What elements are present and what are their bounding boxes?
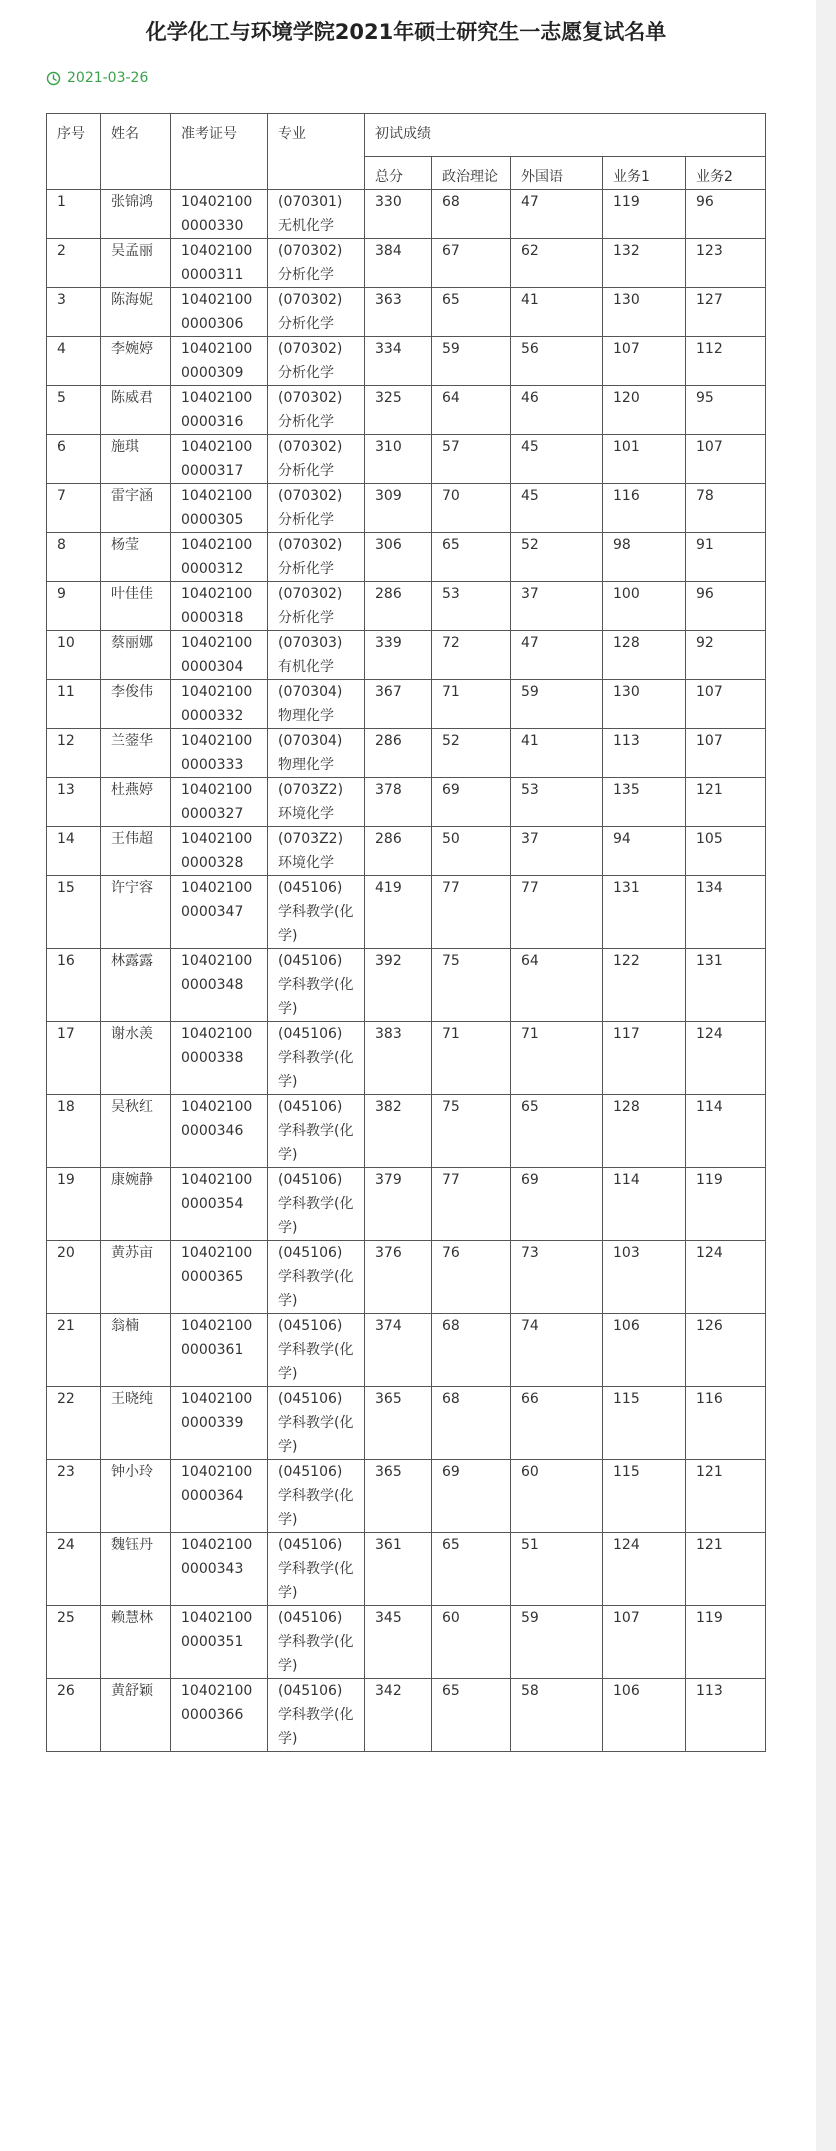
cell-subject2: 107 — [686, 729, 766, 778]
cell-subject2: 121 — [686, 778, 766, 827]
cell-politics: 70 — [432, 484, 511, 533]
cell-politics: 75 — [432, 1095, 511, 1168]
cell-total: 378 — [365, 778, 432, 827]
cell-major: (045106)学科教学(化学) — [268, 1460, 365, 1533]
cell-major: (070304)物理化学 — [268, 680, 365, 729]
cell-name: 杜燕婷 — [101, 778, 171, 827]
cell-foreign: 59 — [511, 680, 603, 729]
cell-exam-id: 104021000000327 — [171, 778, 268, 827]
table-row — [47, 1241, 766, 1314]
cell-exam-id: 104021000000354 — [171, 1168, 268, 1241]
cell-index: 19 — [47, 1168, 101, 1241]
cell-name: 王晓纯 — [101, 1387, 171, 1460]
cell-major: (070302)分析化学 — [268, 484, 365, 533]
cell-exam-id: 104021000000365 — [171, 1241, 268, 1314]
cell-foreign: 64 — [511, 949, 603, 1022]
cell-major: (0703Z2)环境化学 — [268, 827, 365, 876]
cell-exam-id: 104021000000351 — [171, 1606, 268, 1679]
cell-name: 陈海妮 — [101, 288, 171, 337]
cell-index: 7 — [47, 484, 101, 533]
cell-major: (070302)分析化学 — [268, 239, 365, 288]
cell-major: (045106)学科教学(化学) — [268, 1095, 365, 1168]
cell-index: 24 — [47, 1533, 101, 1606]
cell-name: 李俊伟 — [101, 680, 171, 729]
cell-subject1: 107 — [603, 337, 686, 386]
cell-major: (070302)分析化学 — [268, 288, 365, 337]
cell-politics: 65 — [432, 288, 511, 337]
cell-exam-id: 104021000000318 — [171, 582, 268, 631]
cell-major: (070302)分析化学 — [268, 386, 365, 435]
cell-index: 23 — [47, 1460, 101, 1533]
cell-major: (045106)学科教学(化学) — [268, 1533, 365, 1606]
cell-index: 26 — [47, 1679, 101, 1752]
cell-exam-id: 104021000000328 — [171, 827, 268, 876]
cell-subject1: 107 — [603, 1606, 686, 1679]
cell-foreign: 73 — [511, 1241, 603, 1314]
header-subject2: 业务2 — [686, 157, 766, 190]
table-row — [47, 190, 766, 239]
cell-politics: 67 — [432, 239, 511, 288]
cell-subject1: 103 — [603, 1241, 686, 1314]
cell-total: 361 — [365, 1533, 432, 1606]
cell-subject1: 94 — [603, 827, 686, 876]
cell-politics: 65 — [432, 533, 511, 582]
cell-total: 345 — [365, 1606, 432, 1679]
cell-index: 8 — [47, 533, 101, 582]
cell-subject2: 131 — [686, 949, 766, 1022]
cell-foreign: 66 — [511, 1387, 603, 1460]
cell-exam-id: 104021000000332 — [171, 680, 268, 729]
cell-major: (070304)物理化学 — [268, 729, 365, 778]
header-total: 总分 — [365, 157, 432, 190]
cell-name: 李婉婷 — [101, 337, 171, 386]
cell-exam-id: 104021000000339 — [171, 1387, 268, 1460]
table-row — [47, 239, 766, 288]
cell-foreign: 45 — [511, 484, 603, 533]
cell-subject1: 128 — [603, 631, 686, 680]
table-row — [47, 729, 766, 778]
header-name: 姓名 — [101, 114, 171, 190]
cell-name: 翁楠 — [101, 1314, 171, 1387]
clock-icon — [46, 71, 61, 86]
cell-major: (045106)学科教学(化学) — [268, 1241, 365, 1314]
cell-total: 310 — [365, 435, 432, 484]
cell-politics: 76 — [432, 1241, 511, 1314]
cell-subject2: 107 — [686, 435, 766, 484]
cell-total: 379 — [365, 1168, 432, 1241]
cell-name: 林露露 — [101, 949, 171, 1022]
cell-exam-id: 104021000000316 — [171, 386, 268, 435]
cell-subject2: 92 — [686, 631, 766, 680]
cell-subject2: 121 — [686, 1533, 766, 1606]
cell-politics: 69 — [432, 1460, 511, 1533]
cell-subject1: 113 — [603, 729, 686, 778]
cell-subject2: 119 — [686, 1606, 766, 1679]
table-body — [47, 190, 766, 1752]
cell-subject1: 106 — [603, 1679, 686, 1752]
cell-exam-id: 104021000000364 — [171, 1460, 268, 1533]
table-row — [47, 288, 766, 337]
cell-exam-id: 104021000000348 — [171, 949, 268, 1022]
cell-exam-id: 104021000000333 — [171, 729, 268, 778]
cell-subject1: 98 — [603, 533, 686, 582]
table-row — [47, 631, 766, 680]
cell-index: 3 — [47, 288, 101, 337]
cell-name: 兰蓥华 — [101, 729, 171, 778]
cell-total: 365 — [365, 1387, 432, 1460]
cell-subject2: 119 — [686, 1168, 766, 1241]
cell-politics: 65 — [432, 1679, 511, 1752]
cell-foreign: 47 — [511, 190, 603, 239]
cell-subject2: 123 — [686, 239, 766, 288]
cell-index: 22 — [47, 1387, 101, 1460]
cell-subject2: 113 — [686, 1679, 766, 1752]
cell-total: 365 — [365, 1460, 432, 1533]
cell-foreign: 58 — [511, 1679, 603, 1752]
table-row — [47, 827, 766, 876]
cell-major: (045106)学科教学(化学) — [268, 1387, 365, 1460]
cell-subject1: 131 — [603, 876, 686, 949]
cell-exam-id: 104021000000306 — [171, 288, 268, 337]
cell-index: 18 — [47, 1095, 101, 1168]
header-subject1: 业务1 — [603, 157, 686, 190]
table-row — [47, 949, 766, 1022]
cell-major: (045106)学科教学(化学) — [268, 1022, 365, 1095]
cell-foreign: 77 — [511, 876, 603, 949]
cell-foreign: 60 — [511, 1460, 603, 1533]
cell-politics: 71 — [432, 680, 511, 729]
table-row — [47, 386, 766, 435]
cell-foreign: 56 — [511, 337, 603, 386]
cell-politics: 57 — [432, 435, 511, 484]
cell-foreign: 46 — [511, 386, 603, 435]
cell-politics: 68 — [432, 190, 511, 239]
cell-major: (070303)有机化学 — [268, 631, 365, 680]
cell-foreign: 47 — [511, 631, 603, 680]
cell-subject1: 122 — [603, 949, 686, 1022]
table-row — [47, 582, 766, 631]
cell-foreign: 62 — [511, 239, 603, 288]
cell-major: (070302)分析化学 — [268, 435, 365, 484]
cell-subject2: 134 — [686, 876, 766, 949]
cell-total: 286 — [365, 729, 432, 778]
cell-politics: 53 — [432, 582, 511, 631]
table-row — [47, 484, 766, 533]
cell-politics: 50 — [432, 827, 511, 876]
cell-major: (070302)分析化学 — [268, 533, 365, 582]
table-row — [47, 680, 766, 729]
cell-total: 392 — [365, 949, 432, 1022]
cell-foreign: 37 — [511, 827, 603, 876]
cell-subject2: 107 — [686, 680, 766, 729]
cell-foreign: 65 — [511, 1095, 603, 1168]
cell-foreign: 41 — [511, 288, 603, 337]
cell-major: (045106)学科教学(化学) — [268, 876, 365, 949]
cell-subject2: 116 — [686, 1387, 766, 1460]
table-row — [47, 435, 766, 484]
cell-politics: 72 — [432, 631, 511, 680]
cell-exam-id: 104021000000311 — [171, 239, 268, 288]
scrollbar-track[interactable] — [816, 0, 836, 2151]
cell-name: 陈威君 — [101, 386, 171, 435]
cell-foreign: 53 — [511, 778, 603, 827]
cell-name: 雷宇涵 — [101, 484, 171, 533]
cell-politics: 65 — [432, 1533, 511, 1606]
cell-index: 20 — [47, 1241, 101, 1314]
cell-exam-id: 104021000000305 — [171, 484, 268, 533]
cell-name: 张锦鸿 — [101, 190, 171, 239]
cell-subject1: 120 — [603, 386, 686, 435]
cell-exam-id: 104021000000330 — [171, 190, 268, 239]
cell-index: 13 — [47, 778, 101, 827]
cell-major: (045106)学科教学(化学) — [268, 1679, 365, 1752]
cell-index: 10 — [47, 631, 101, 680]
table-row — [47, 1533, 766, 1606]
cell-major: (070302)分析化学 — [268, 582, 365, 631]
cell-foreign: 59 — [511, 1606, 603, 1679]
cell-major: (070301)无机化学 — [268, 190, 365, 239]
cell-major: (070302)分析化学 — [268, 337, 365, 386]
cell-name: 钟小玲 — [101, 1460, 171, 1533]
cell-major: (045106)学科教学(化学) — [268, 1314, 365, 1387]
cell-name: 康婉静 — [101, 1168, 171, 1241]
cell-politics: 60 — [432, 1606, 511, 1679]
header-exam-id: 准考证号 — [171, 114, 268, 190]
cell-total: 384 — [365, 239, 432, 288]
cell-subject1: 101 — [603, 435, 686, 484]
table-row — [47, 533, 766, 582]
cell-subject1: 115 — [603, 1387, 686, 1460]
cell-name: 叶佳佳 — [101, 582, 171, 631]
cell-total: 367 — [365, 680, 432, 729]
cell-total: 286 — [365, 582, 432, 631]
cell-subject2: 96 — [686, 190, 766, 239]
publish-date — [46, 70, 148, 86]
cell-name: 魏钰丹 — [101, 1533, 171, 1606]
cell-total: 376 — [365, 1241, 432, 1314]
cell-index: 16 — [47, 949, 101, 1022]
cell-foreign: 37 — [511, 582, 603, 631]
cell-major: (045106)学科教学(化学) — [268, 1606, 365, 1679]
cell-total: 325 — [365, 386, 432, 435]
cell-subject2: 112 — [686, 337, 766, 386]
cell-foreign: 41 — [511, 729, 603, 778]
cell-politics: 68 — [432, 1387, 511, 1460]
cell-subject2: 124 — [686, 1022, 766, 1095]
cell-foreign: 69 — [511, 1168, 603, 1241]
table-row — [47, 1387, 766, 1460]
cell-total: 374 — [365, 1314, 432, 1387]
cell-name: 赖慧林 — [101, 1606, 171, 1679]
cell-index: 15 — [47, 876, 101, 949]
cell-total: 419 — [365, 876, 432, 949]
cell-index: 1 — [47, 190, 101, 239]
cell-subject1: 115 — [603, 1460, 686, 1533]
table-row — [47, 1095, 766, 1168]
cell-politics: 52 — [432, 729, 511, 778]
cell-subject2: 78 — [686, 484, 766, 533]
table-row — [47, 778, 766, 827]
cell-subject2: 96 — [686, 582, 766, 631]
table-row — [47, 1679, 766, 1752]
cell-politics: 77 — [432, 876, 511, 949]
header-foreign: 外国语 — [511, 157, 603, 190]
cell-index: 4 — [47, 337, 101, 386]
cell-name: 许宁容 — [101, 876, 171, 949]
cell-subject1: 100 — [603, 582, 686, 631]
cell-exam-id: 104021000000312 — [171, 533, 268, 582]
cell-name: 杨莹 — [101, 533, 171, 582]
cell-index: 6 — [47, 435, 101, 484]
header-politics: 政治理论 — [432, 157, 511, 190]
header-major: 专业 — [268, 114, 365, 190]
cell-subject1: 119 — [603, 190, 686, 239]
cell-subject1: 130 — [603, 288, 686, 337]
cell-name: 吴孟丽 — [101, 239, 171, 288]
cell-total: 330 — [365, 190, 432, 239]
cell-subject1: 106 — [603, 1314, 686, 1387]
cell-index: 12 — [47, 729, 101, 778]
cell-subject2: 95 — [686, 386, 766, 435]
cell-exam-id: 104021000000309 — [171, 337, 268, 386]
cell-total: 363 — [365, 288, 432, 337]
cell-total: 309 — [365, 484, 432, 533]
cell-total: 334 — [365, 337, 432, 386]
cell-exam-id: 104021000000317 — [171, 435, 268, 484]
cell-politics: 69 — [432, 778, 511, 827]
cell-subject2: 91 — [686, 533, 766, 582]
table-row — [47, 1168, 766, 1241]
cell-foreign: 45 — [511, 435, 603, 484]
admission-table — [46, 113, 766, 1752]
cell-exam-id: 104021000000338 — [171, 1022, 268, 1095]
cell-name: 黄苏亩 — [101, 1241, 171, 1314]
cell-exam-id: 104021000000304 — [171, 631, 268, 680]
cell-total: 306 — [365, 533, 432, 582]
cell-politics: 75 — [432, 949, 511, 1022]
cell-index: 21 — [47, 1314, 101, 1387]
table-row — [47, 337, 766, 386]
header-group-scores: 初试成绩 — [365, 114, 766, 157]
cell-foreign: 71 — [511, 1022, 603, 1095]
cell-politics: 59 — [432, 337, 511, 386]
cell-subject2: 105 — [686, 827, 766, 876]
cell-name: 黄舒颖 — [101, 1679, 171, 1752]
cell-foreign: 74 — [511, 1314, 603, 1387]
cell-subject2: 127 — [686, 288, 766, 337]
cell-total: 382 — [365, 1095, 432, 1168]
cell-exam-id: 104021000000343 — [171, 1533, 268, 1606]
cell-subject2: 121 — [686, 1460, 766, 1533]
table-row — [47, 1314, 766, 1387]
table-row — [47, 1460, 766, 1533]
cell-foreign: 51 — [511, 1533, 603, 1606]
cell-subject1: 130 — [603, 680, 686, 729]
cell-foreign: 52 — [511, 533, 603, 582]
cell-politics: 77 — [432, 1168, 511, 1241]
table-row — [47, 1022, 766, 1095]
cell-name: 谢水羡 — [101, 1022, 171, 1095]
cell-politics: 64 — [432, 386, 511, 435]
page-title: 化学化工与环境学院2021年硕士研究生一志愿复试名单 — [145, 20, 667, 44]
cell-major: (045106)学科教学(化学) — [268, 1168, 365, 1241]
table-row — [47, 1606, 766, 1679]
cell-index: 17 — [47, 1022, 101, 1095]
cell-index: 25 — [47, 1606, 101, 1679]
cell-total: 286 — [365, 827, 432, 876]
cell-total: 342 — [365, 1679, 432, 1752]
cell-subject1: 124 — [603, 1533, 686, 1606]
date-text: 2021-03-26 — [67, 70, 149, 86]
header-index: 序号 — [47, 114, 101, 190]
cell-index: 5 — [47, 386, 101, 435]
cell-politics: 71 — [432, 1022, 511, 1095]
cell-exam-id: 104021000000346 — [171, 1095, 268, 1168]
cell-exam-id: 104021000000366 — [171, 1679, 268, 1752]
cell-name: 蔡丽娜 — [101, 631, 171, 680]
cell-index: 9 — [47, 582, 101, 631]
cell-index: 2 — [47, 239, 101, 288]
cell-exam-id: 104021000000361 — [171, 1314, 268, 1387]
cell-exam-id: 104021000000347 — [171, 876, 268, 949]
cell-subject2: 114 — [686, 1095, 766, 1168]
cell-index: 11 — [47, 680, 101, 729]
cell-name: 吴秋红 — [101, 1095, 171, 1168]
header-row-group — [47, 114, 766, 157]
cell-subject2: 124 — [686, 1241, 766, 1314]
cell-major: (045106)学科教学(化学) — [268, 949, 365, 1022]
cell-index: 14 — [47, 827, 101, 876]
cell-subject1: 114 — [603, 1168, 686, 1241]
cell-subject2: 126 — [686, 1314, 766, 1387]
cell-politics: 68 — [432, 1314, 511, 1387]
cell-subject1: 116 — [603, 484, 686, 533]
cell-total: 383 — [365, 1022, 432, 1095]
cell-total: 339 — [365, 631, 432, 680]
cell-name: 施琪 — [101, 435, 171, 484]
cell-subject1: 132 — [603, 239, 686, 288]
cell-subject1: 117 — [603, 1022, 686, 1095]
cell-subject1: 128 — [603, 1095, 686, 1168]
cell-subject1: 135 — [603, 778, 686, 827]
table-row — [47, 876, 766, 949]
cell-name: 王伟超 — [101, 827, 171, 876]
cell-major: (0703Z2)环境化学 — [268, 778, 365, 827]
